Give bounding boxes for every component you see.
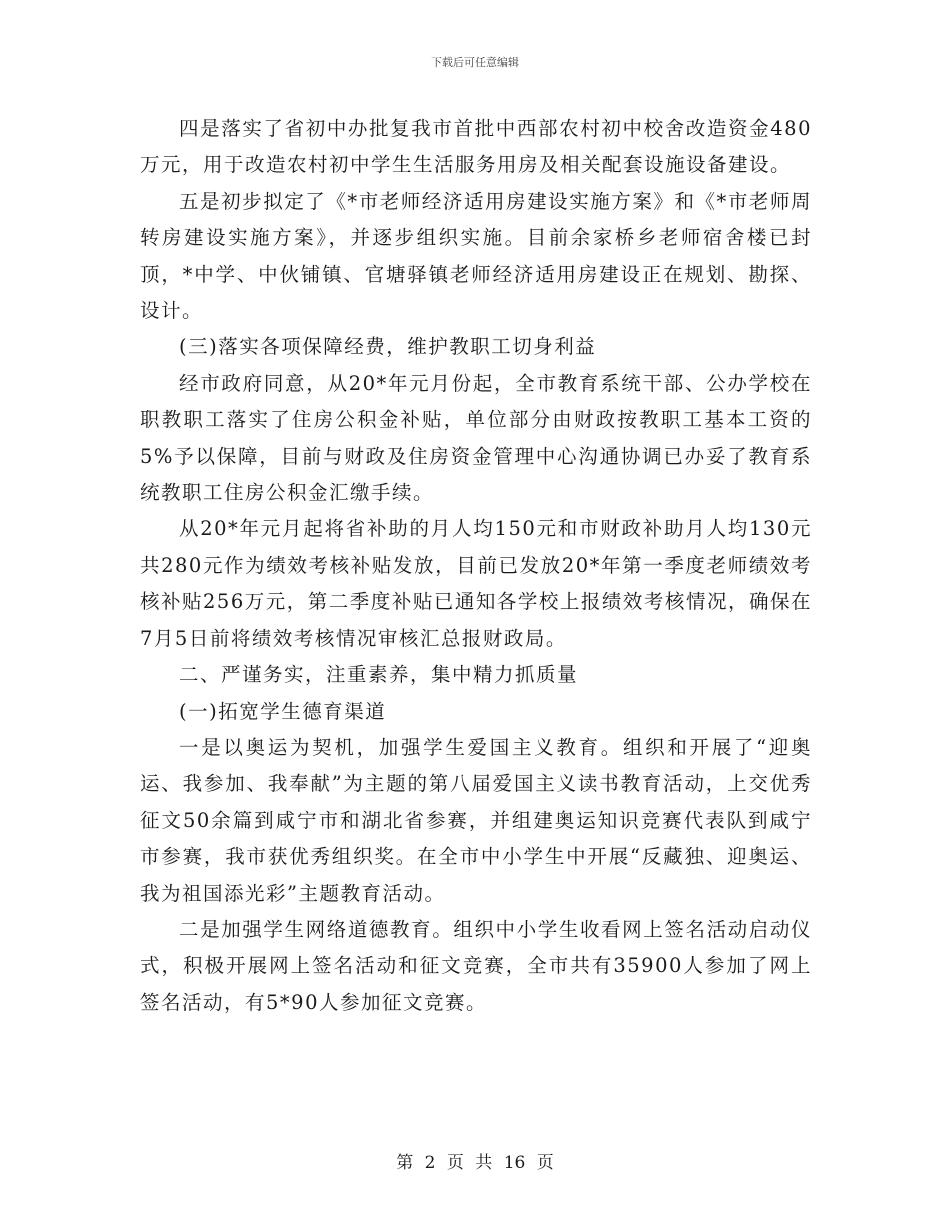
page-header: 下载后可任意编辑: [431, 56, 519, 69]
section-heading: (三)落实各项保障经费，维护教职工切身利益: [179, 335, 597, 359]
paragraph: 从20*年元月起将省补助的月人均150元和市财政补助月人均130元共280元作为绩效考核补贴发放，目前已发放20*年第一季度老师绩效考核补贴256万元，第二季度补贴已通知各学校上报绩效考核情况，确保在7月5日前将绩效考核情况审核汇总报财政局。: [140, 517, 812, 650]
paragraph: 五是初步拟定了《*市老师经济适用房建设实施方案》和《*市老师周转房建设实施方案》，并逐步组织实施。目前余家桥乡老师宿舍楼已封顶，*中学、中伙铺镇、官塘驿镇老师经济适用房建设正在规划、勘探、设计。: [140, 189, 812, 323]
section-heading: (一)拓宽学生德育渠道: [179, 699, 387, 723]
paragraph: 四是落实了省初中办批复我市首批中西部农村初中校舍改造资金480万元，用于改造农村初中学生生活服务用房及相关配套设施设备建设。: [140, 117, 812, 177]
paragraph: 二是加强学生网络道德教育。组织中小学生收看网上签名活动启动仪式，积极开展网上签名活动和征文竞赛，全市共有35900人参加了网上签名活动，有5*90人参加征文竞赛。: [140, 917, 812, 1014]
paragraph: 经市政府同意，从20*年元月份起，全市教育系统干部、公办学校在职教职工落实了住房公积金补贴，单位部分由财政按教职工基本工资的5%予以保障，目前与财政及住房资金管理中心沟通协调已办妥了教育系统教职工住房公积金汇缴手续。: [140, 371, 812, 505]
page-footer: 第 2 页 共 16 页: [396, 1153, 554, 1173]
paragraph: 一是以奥运为契机，加强学生爱国主义教育。组织和开展了“迎奥运、我参加、我奉献”为主题的第八届爱国主义读书教育活动，上交优秀征文50余篇到咸宁市和湖北省参赛，并组建奥运知识竞赛代表队到咸宁市参赛，我市获优秀组织奖。在全市中小学生中开展“反藏独、迎奥运、我为祖国添光彩”主题教育活动。: [140, 735, 812, 905]
section-heading: 二、严谨务实，注重素养，集中精力抓质量: [179, 663, 579, 687]
document-body: [140, 111, 812, 1021]
